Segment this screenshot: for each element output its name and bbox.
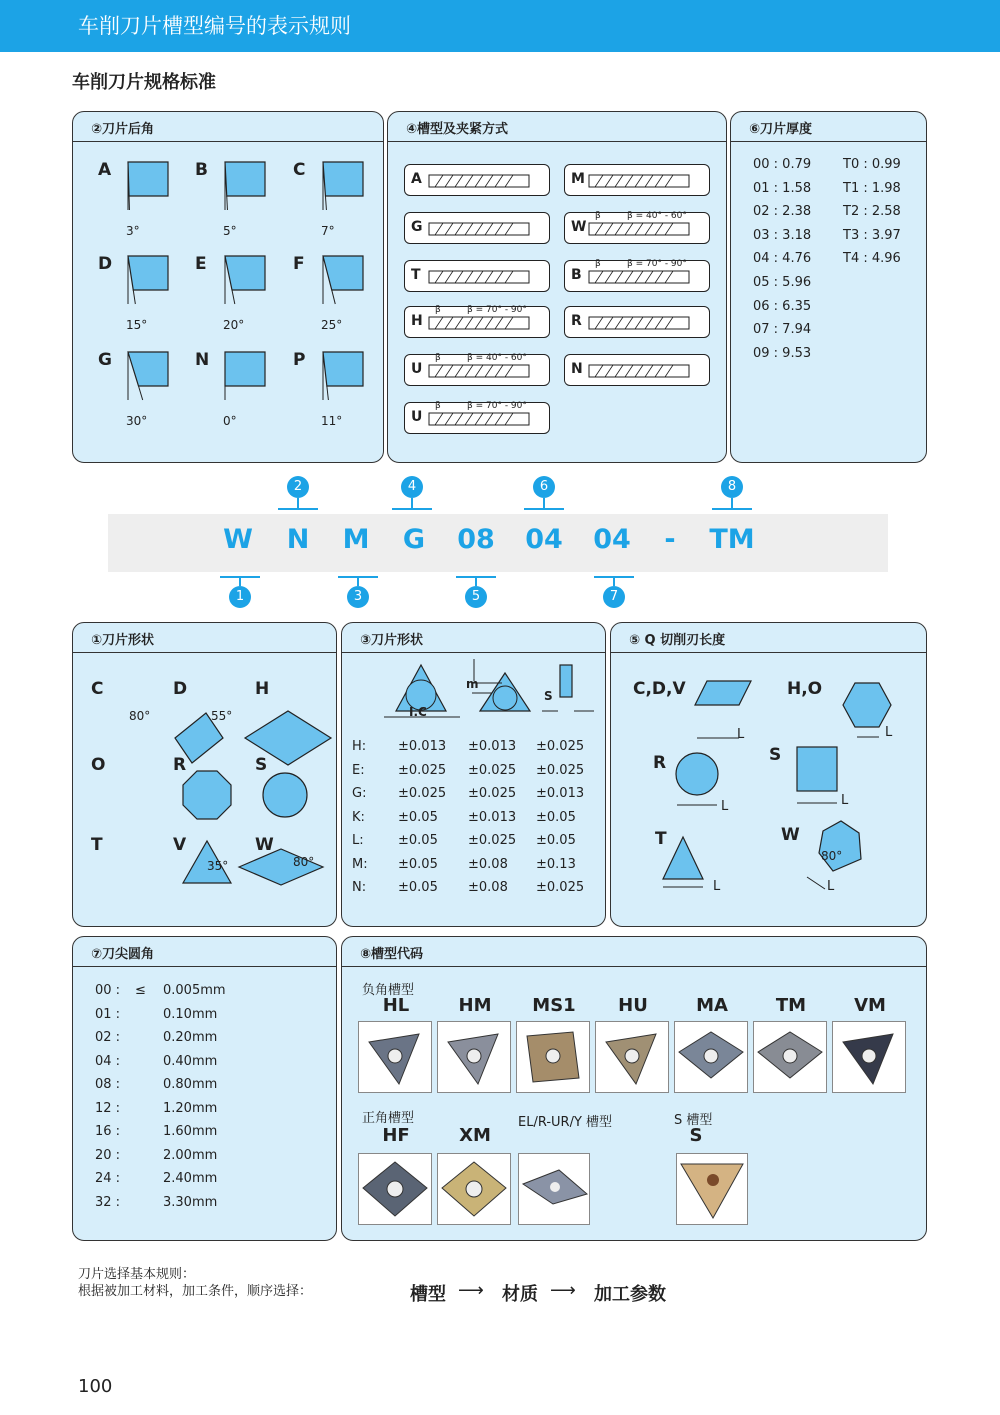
edge-shape-code: T: [655, 829, 667, 849]
arrow-right-icon: ⟶: [458, 1280, 484, 1301]
negative-label: 负角槽型: [362, 983, 415, 998]
groove-panel: [387, 111, 727, 463]
hexagon-icon: [843, 683, 891, 727]
thickness-value: 07 : 7.94: [753, 322, 812, 338]
tolerance-class: H:: [352, 739, 367, 754]
code-char: W: [223, 524, 253, 555]
radius-code: 00 :: [95, 983, 121, 998]
tolerance-class: L:: [352, 833, 364, 848]
corner-radius-title: ⑦刀尖圆角: [73, 937, 336, 967]
w-angle: 80°: [821, 849, 843, 863]
thickness-value: T3 : 3.97: [843, 227, 901, 243]
groove-section-icon: [405, 165, 549, 195]
clearance-code: G: [98, 350, 112, 370]
tolerance-ic: ±0.05: [398, 809, 438, 825]
groove-item: [564, 306, 710, 338]
insert-photo: [516, 1021, 590, 1093]
tolerance-m: ±0.025: [468, 786, 517, 801]
radius-code: 08 :: [95, 1077, 121, 1092]
clearance-angle: 7°: [321, 224, 335, 238]
arrow-right-icon: ⟶: [550, 1280, 576, 1301]
flow-step: 加工参数: [594, 1284, 666, 1305]
clearance-code: C: [293, 160, 306, 180]
m-label: m: [466, 677, 479, 691]
clearance-code: P: [293, 350, 306, 370]
marker-tick: [278, 508, 318, 510]
chipbreaker-code: HU: [618, 995, 648, 1016]
insert-image-icon: [517, 1022, 589, 1092]
top-marker: 6: [533, 476, 555, 498]
shape-code: R: [173, 755, 187, 775]
shape-angle: 80°: [129, 709, 151, 723]
insert-photo: [358, 1153, 432, 1225]
top-marker: 8: [721, 476, 743, 498]
insert-image-icon: [675, 1022, 747, 1092]
shape-code: V: [173, 835, 187, 855]
length-label: L: [721, 799, 729, 814]
insert-image-icon: [359, 1154, 431, 1224]
clearance-title: ②刀片后角: [73, 112, 383, 142]
tolerance-m: ±0.013: [468, 809, 517, 825]
s-insert-photo: [676, 1153, 748, 1225]
tolerance-m: ±0.025: [468, 762, 517, 778]
tolerance-class: M:: [352, 856, 368, 872]
triangle-icon: [663, 837, 703, 879]
length-label: L: [737, 727, 745, 742]
radius-value: 0.10mm: [163, 1006, 218, 1022]
groove-code: A: [411, 171, 422, 187]
clearance-angle: 3°: [126, 224, 140, 238]
chipbreaker-code: HF: [382, 1125, 410, 1146]
insert-image-icon: [754, 1022, 826, 1092]
bottom-marker: 7: [603, 586, 625, 608]
groove-item: [404, 354, 550, 386]
thickness-value: T0 : 0.99: [843, 157, 901, 172]
radius-code: 12 :: [95, 1100, 121, 1116]
groove-code: H: [411, 313, 423, 329]
clearance-angle: 25°: [321, 318, 343, 332]
beta-range: β = 70° - 90°: [467, 401, 527, 411]
beta-symbol: β: [435, 401, 441, 411]
radius-value: 2.00mm: [163, 1147, 218, 1163]
tolerance-class: E:: [352, 762, 365, 778]
el-insert-icon: [519, 1154, 589, 1224]
beta-symbol: β: [435, 353, 441, 363]
tolerance-class: N:: [352, 880, 367, 895]
chipbreaker-code: VM: [854, 995, 886, 1016]
thickness-value: 03 : 3.18: [753, 227, 812, 243]
tolerance-m: ±0.08: [468, 856, 508, 872]
top-marker: 2: [287, 476, 309, 498]
shape-code: H: [255, 679, 270, 699]
code-char: 08: [457, 524, 495, 555]
insert-photo: [674, 1021, 748, 1093]
insert-image-icon: [596, 1022, 668, 1092]
tolerance-ic: ±0.05: [398, 856, 438, 872]
page-title: 车削刀片槽型编号的表示规则: [78, 14, 351, 38]
shape-angle: 80°: [293, 855, 315, 869]
chipbreaker-code: HM: [458, 995, 492, 1016]
shape-code: O: [91, 755, 106, 775]
groove-item: [564, 260, 710, 292]
clearance-code: D: [98, 254, 113, 274]
groove-item: [404, 306, 550, 338]
radius-code: 24 :: [95, 1171, 121, 1186]
code-char: M: [342, 524, 370, 555]
marker-tick: [524, 508, 564, 510]
radius-code: 32 :: [95, 1194, 121, 1210]
corner-radius-panel: [72, 936, 337, 1241]
tolerance-ic: ±0.05: [398, 833, 438, 848]
groove-item: [564, 212, 710, 244]
rule-line-2: 根据被加工材料，加工条件，顺序选择：: [78, 1284, 313, 1299]
shape-title: ①刀片形状: [73, 623, 336, 653]
bottom-marker: 5: [465, 586, 487, 608]
edge-shape-code: C,D,V: [633, 679, 686, 699]
thickness-value: 04 : 4.76: [753, 251, 812, 267]
marker-tick: [239, 576, 241, 586]
code-char: 04: [525, 524, 563, 555]
radius-value: 1.20mm: [163, 1100, 218, 1116]
clearance-angle: 20°: [223, 318, 245, 332]
clearance-code: B: [195, 160, 208, 180]
edge-length-panel: [610, 622, 927, 927]
trigon-icon: [819, 821, 861, 871]
radius-value: 1.60mm: [163, 1124, 218, 1139]
shape-panel: [72, 622, 337, 927]
tolerance-s: ±0.05: [536, 809, 576, 825]
tolerance-s: ±0.13: [536, 856, 576, 872]
insert-photo: [437, 1021, 511, 1093]
groove-code: W: [571, 219, 587, 235]
code-char: TM: [709, 524, 755, 555]
clearance-angle: 0°: [223, 414, 237, 428]
tolerance-s: ±0.025: [536, 762, 585, 778]
clearance-code: E: [195, 254, 207, 274]
circle-icon: [676, 753, 718, 795]
groove-code: R: [571, 313, 582, 329]
shape-drawings: [73, 653, 337, 927]
groove-item: [564, 164, 710, 196]
insert-image-icon: [438, 1154, 510, 1224]
tolerance-class: K:: [352, 809, 365, 825]
groove-section-icon: [565, 355, 709, 385]
tolerance-ic: ±0.025: [398, 786, 447, 801]
beta-range: β = 70° - 90°: [627, 259, 687, 269]
beta-range: β = 40° - 60°: [627, 211, 687, 221]
code-char: 04: [593, 524, 631, 555]
beta-range: β = 70° - 90°: [467, 305, 527, 315]
groove-section-icon: [405, 213, 549, 243]
shape-angle: 35°: [207, 859, 229, 873]
flow-step: 槽型: [410, 1284, 446, 1305]
tolerance-s: ±0.025: [536, 739, 585, 754]
radius-code: 01 :: [95, 1006, 121, 1022]
insert-photo: [753, 1021, 827, 1093]
s-label: S: [544, 689, 553, 703]
radius-value: 0.40mm: [163, 1053, 218, 1069]
groove-item: [404, 260, 550, 292]
radius-value: 0.20mm: [163, 1030, 218, 1045]
groove-code: U: [411, 409, 423, 425]
thickness-value: 09 : 9.53: [753, 345, 812, 361]
tolerance-class: G:: [352, 786, 367, 801]
tolerance-m: ±0.013: [468, 739, 517, 754]
length-label: L: [827, 879, 835, 894]
s-groove-code: S: [689, 1125, 703, 1146]
chipbreaker-code: MA: [696, 995, 728, 1016]
groove-item: [564, 354, 710, 386]
code-char: G: [402, 524, 426, 555]
clearance-angle: 5°: [223, 224, 237, 238]
el-insert-photo: [518, 1153, 590, 1225]
top-marker: 4: [401, 476, 423, 498]
bottom-marker: 1: [229, 586, 251, 608]
chipbreaker-code: XM: [459, 1125, 491, 1146]
clearance-code: A: [98, 160, 112, 180]
edge-shape-code: S: [769, 745, 782, 765]
thickness-value: 06 : 6.35: [753, 298, 812, 314]
shape-r-icon: [263, 773, 307, 817]
tolerance-ic: ±0.013: [398, 739, 447, 754]
chipbreaker-panel: [341, 936, 927, 1241]
rule-line-1: 刀片选择基本规则：: [78, 1267, 196, 1282]
thickness-value: 00 : 0.79: [753, 157, 812, 172]
radius-symbol: ≤: [135, 983, 146, 998]
beta-symbol: β: [435, 305, 441, 315]
chipbreaker-code: MS1: [532, 995, 576, 1016]
section-subtitle: 车削刀片规格标准: [72, 72, 216, 93]
radius-code: 16 :: [95, 1124, 121, 1139]
insert-photo: [595, 1021, 669, 1093]
groove-code: M: [571, 171, 585, 187]
bottom-marker: 3: [347, 586, 369, 608]
insert-image-icon: [359, 1022, 431, 1092]
thickness-value: 02 : 2.38: [753, 204, 812, 220]
code-char: N: [286, 524, 310, 555]
shape-code: D: [173, 679, 188, 699]
insert-image-icon: [438, 1022, 510, 1092]
shape-o-icon: [183, 771, 231, 819]
thickness-title: ⑥刀片厚度: [731, 112, 926, 142]
tolerance-title: ③刀片形状: [342, 623, 605, 653]
shape-angle: 55°: [211, 709, 233, 723]
radius-value: 0.005mm: [163, 983, 226, 998]
groove-code: N: [571, 361, 583, 377]
groove-section-icon: [405, 261, 549, 291]
radius-code: 02 :: [95, 1030, 121, 1045]
chipbreaker-code: TM: [775, 995, 807, 1016]
el-label: EL/R-UR/Y 槽型: [518, 1115, 613, 1130]
chipbreaker-code: HL: [382, 995, 410, 1016]
shape-code: T: [91, 835, 103, 855]
shape-code: C: [91, 679, 104, 699]
radius-value: 0.80mm: [163, 1077, 218, 1092]
length-label: L: [713, 879, 721, 894]
radius-value: 2.40mm: [163, 1171, 218, 1186]
marker-tick: [475, 576, 477, 586]
edge-length-title: ⑤ Q 切削刃长度: [611, 623, 926, 653]
marker-tick: [357, 576, 359, 586]
thickness-value: 05 : 5.96: [753, 275, 812, 290]
insert-photo: [437, 1153, 511, 1225]
s-groove-label: S 槽型: [674, 1113, 713, 1128]
beta-symbol: β: [595, 211, 601, 221]
clearance-angle: 11°: [321, 414, 343, 428]
insert-photo: [358, 1021, 432, 1093]
positive-label: 正角槽型: [362, 1111, 415, 1126]
edge-shape-code: R: [653, 753, 667, 773]
clearance-angle: 30°: [126, 414, 148, 428]
groove-code: G: [411, 219, 423, 235]
groove-item: [404, 164, 550, 196]
thickness-panel: [730, 111, 927, 463]
radius-code: 04 :: [95, 1053, 121, 1069]
marker-tick: [712, 508, 752, 510]
clearance-code: F: [293, 254, 305, 274]
tolerance-s: ±0.013: [536, 786, 585, 801]
thickness-value: T2 : 2.58: [843, 204, 901, 220]
marker-tick: [613, 576, 615, 586]
thickness-value: 01 : 1.58: [753, 180, 812, 196]
s-insert-icon: [677, 1154, 747, 1224]
groove-item: [404, 212, 550, 244]
chipbreaker-title: ⑧槽型代码: [342, 937, 926, 967]
edge-shape-code: H,O: [787, 679, 823, 699]
thickness-value: T4 : 4.96: [843, 251, 901, 267]
tolerance-m: ±0.025: [468, 833, 517, 848]
clearance-code: N: [195, 350, 210, 370]
radius-value: 3.30mm: [163, 1194, 218, 1210]
radius-code: 20 :: [95, 1147, 121, 1163]
ic-label: I.C: [409, 705, 427, 719]
insert-photo: [832, 1021, 906, 1093]
groove-code: B: [571, 267, 582, 283]
groove-section-icon: [565, 165, 709, 195]
tolerance-s: ±0.05: [536, 833, 576, 848]
marker-tick: [392, 508, 432, 510]
flow-step: 材质: [502, 1284, 538, 1305]
clearance-angle: 15°: [126, 318, 148, 332]
shape-code: W: [255, 835, 274, 855]
s-thickness-icon: [560, 665, 572, 697]
groove-section-icon: [565, 307, 709, 337]
length-label: L: [841, 793, 849, 808]
shape-code: S: [255, 755, 268, 775]
code-char: -: [664, 524, 676, 555]
page-number: 100: [78, 1376, 113, 1397]
groove-title: ④槽型及夹紧方式: [388, 112, 726, 142]
beta-range: β = 40° - 60°: [467, 353, 527, 363]
thickness-value: T1 : 1.98: [843, 180, 901, 196]
tolerance-panel: [341, 622, 606, 927]
tolerance-ic: ±0.05: [398, 880, 438, 895]
square-icon: [797, 747, 837, 791]
clearance-panel: [72, 111, 384, 463]
length-label: L: [885, 725, 893, 740]
tolerance-ic: ±0.025: [398, 762, 447, 778]
tolerance-s: ±0.025: [536, 880, 585, 895]
beta-symbol: β: [595, 259, 601, 269]
groove-code: U: [411, 361, 423, 377]
edge-shape-code: W: [781, 825, 800, 845]
groove-code: T: [411, 267, 421, 283]
tolerance-m: ±0.08: [468, 880, 508, 895]
insert-image-icon: [833, 1022, 905, 1092]
groove-item: [404, 402, 550, 434]
